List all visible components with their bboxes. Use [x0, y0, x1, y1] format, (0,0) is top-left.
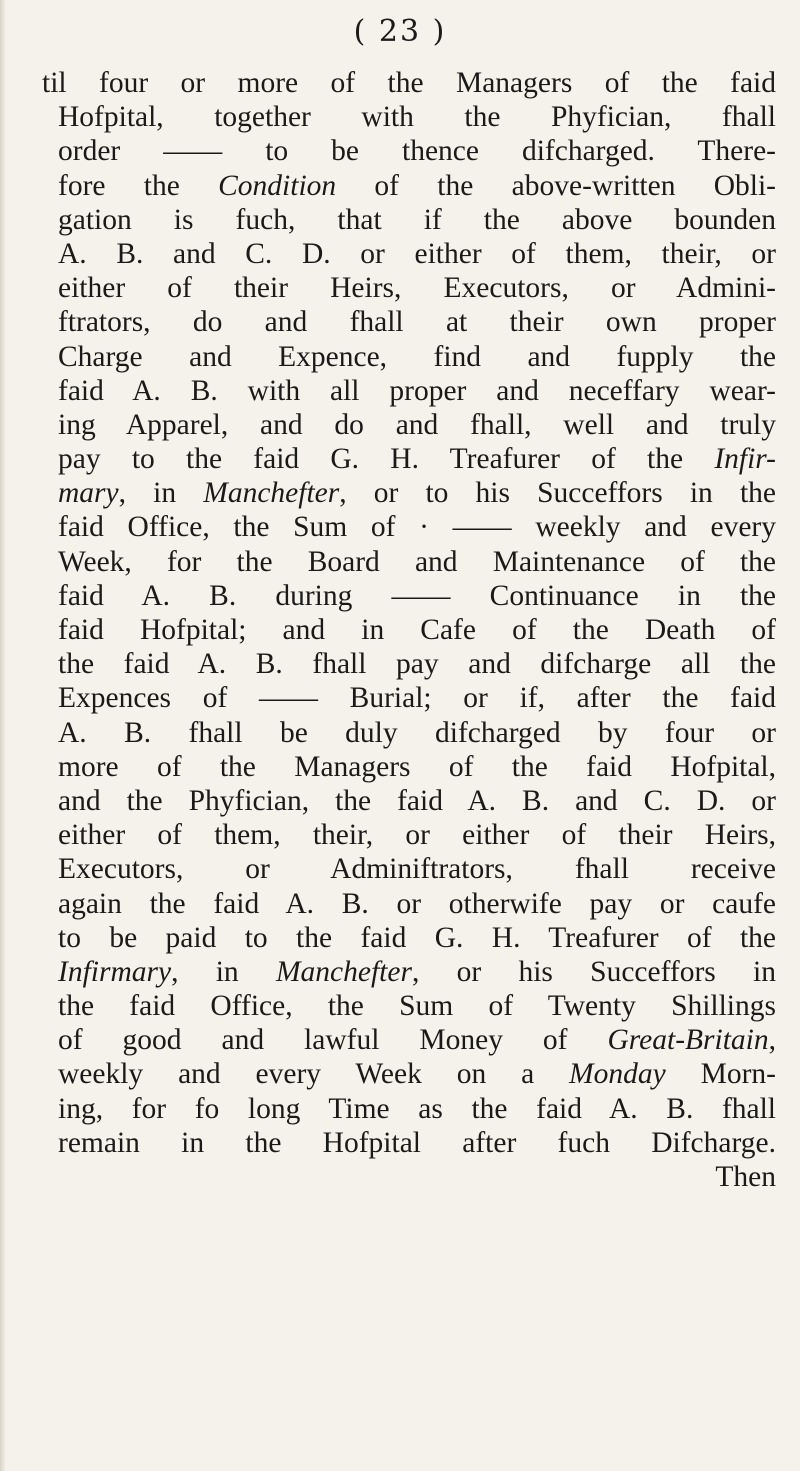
page-number: ( 23 )	[353, 14, 447, 49]
catchword: Then	[715, 1161, 776, 1193]
text-line-16: faid A. B. during —— Continuance in the	[58, 579, 776, 612]
text-line-24: Executors, or Adminiftrators, fhall receive	[58, 853, 776, 886]
text-line-10: faid A. B. with all proper and neceffary wear-	[58, 374, 776, 407]
text-line-3: order —— to be thence difcharged. There-	[58, 135, 776, 168]
text-line-7: either of their Heirs, Executors, or Admini-	[58, 272, 776, 305]
text-line-5: gation is fuch, that if the above bounden	[58, 203, 776, 236]
text-line-13: mary, in Manchefter, or to his Succeffors in the	[58, 477, 776, 510]
text-line-31: ing, for fo long Time as the faid A. B. fhall	[58, 1092, 776, 1125]
text-line-2: Hofpital, together with the Phyfician, fhall	[58, 101, 776, 134]
text-line-17: faid Hofpital; and in Cafe of the Death of	[58, 614, 776, 646]
text-line-9: Charge and Expence, find and fupply the	[58, 340, 776, 373]
text-line-25: again the faid A. B. or otherwife pay or caufe	[58, 887, 776, 920]
text-line-6: A. B. and C. D. or either of them, their, or	[58, 237, 776, 270]
text-line-32: remain in the Hofpital after fuch Difcharge.	[58, 1126, 776, 1159]
text-line-23: either of them, their, or either of their Heirs,	[58, 819, 776, 852]
text-line-12: pay to the faid G. H. Treafurer of the Infir-	[58, 443, 776, 476]
text-line-11: ing Apparel, and do and fhall, well and truly	[58, 408, 776, 441]
text-line-29: of good and lawful Money of Great-Britain,	[58, 1024, 776, 1057]
text-line-4: fore the Condition of the above-written Obli-	[58, 169, 777, 202]
text-line-19: Expences of —— Burial; or if, after the faid	[58, 682, 776, 715]
text-line-28: the faid Office, the Sum of Twenty Shillings	[58, 990, 776, 1023]
text-line-27: Infirmary, in Manchefter, or his Succeffors in	[58, 955, 776, 988]
text-line-8: ftrators, do and fhall at their own proper	[58, 306, 776, 339]
text-line-18: the faid A. B. fhall pay and difcharge all the	[58, 648, 776, 681]
page-body	[42, 66, 776, 1194]
text-line-21: more of the Managers of the faid Hofpital,	[58, 750, 776, 783]
text-line-22: and the Phyfician, the faid A. B. and C. D. or	[58, 784, 776, 817]
text-line-20: A. B. fhall be duly difcharged by four or	[58, 716, 776, 749]
text-line-26: to be paid to the faid G. H. Treafurer of the	[58, 921, 776, 954]
page-gutter	[0, 0, 6, 1471]
text-line-30: weekly and every Week on a Monday Morn-	[58, 1058, 776, 1091]
text-line-1: til four or more of the Managers of the faid	[42, 67, 776, 99]
text-line-15: Week, for the Board and Maintenance of the	[58, 545, 776, 578]
text-line-14: faid Office, the Sum of · —— weekly and every	[58, 511, 776, 544]
